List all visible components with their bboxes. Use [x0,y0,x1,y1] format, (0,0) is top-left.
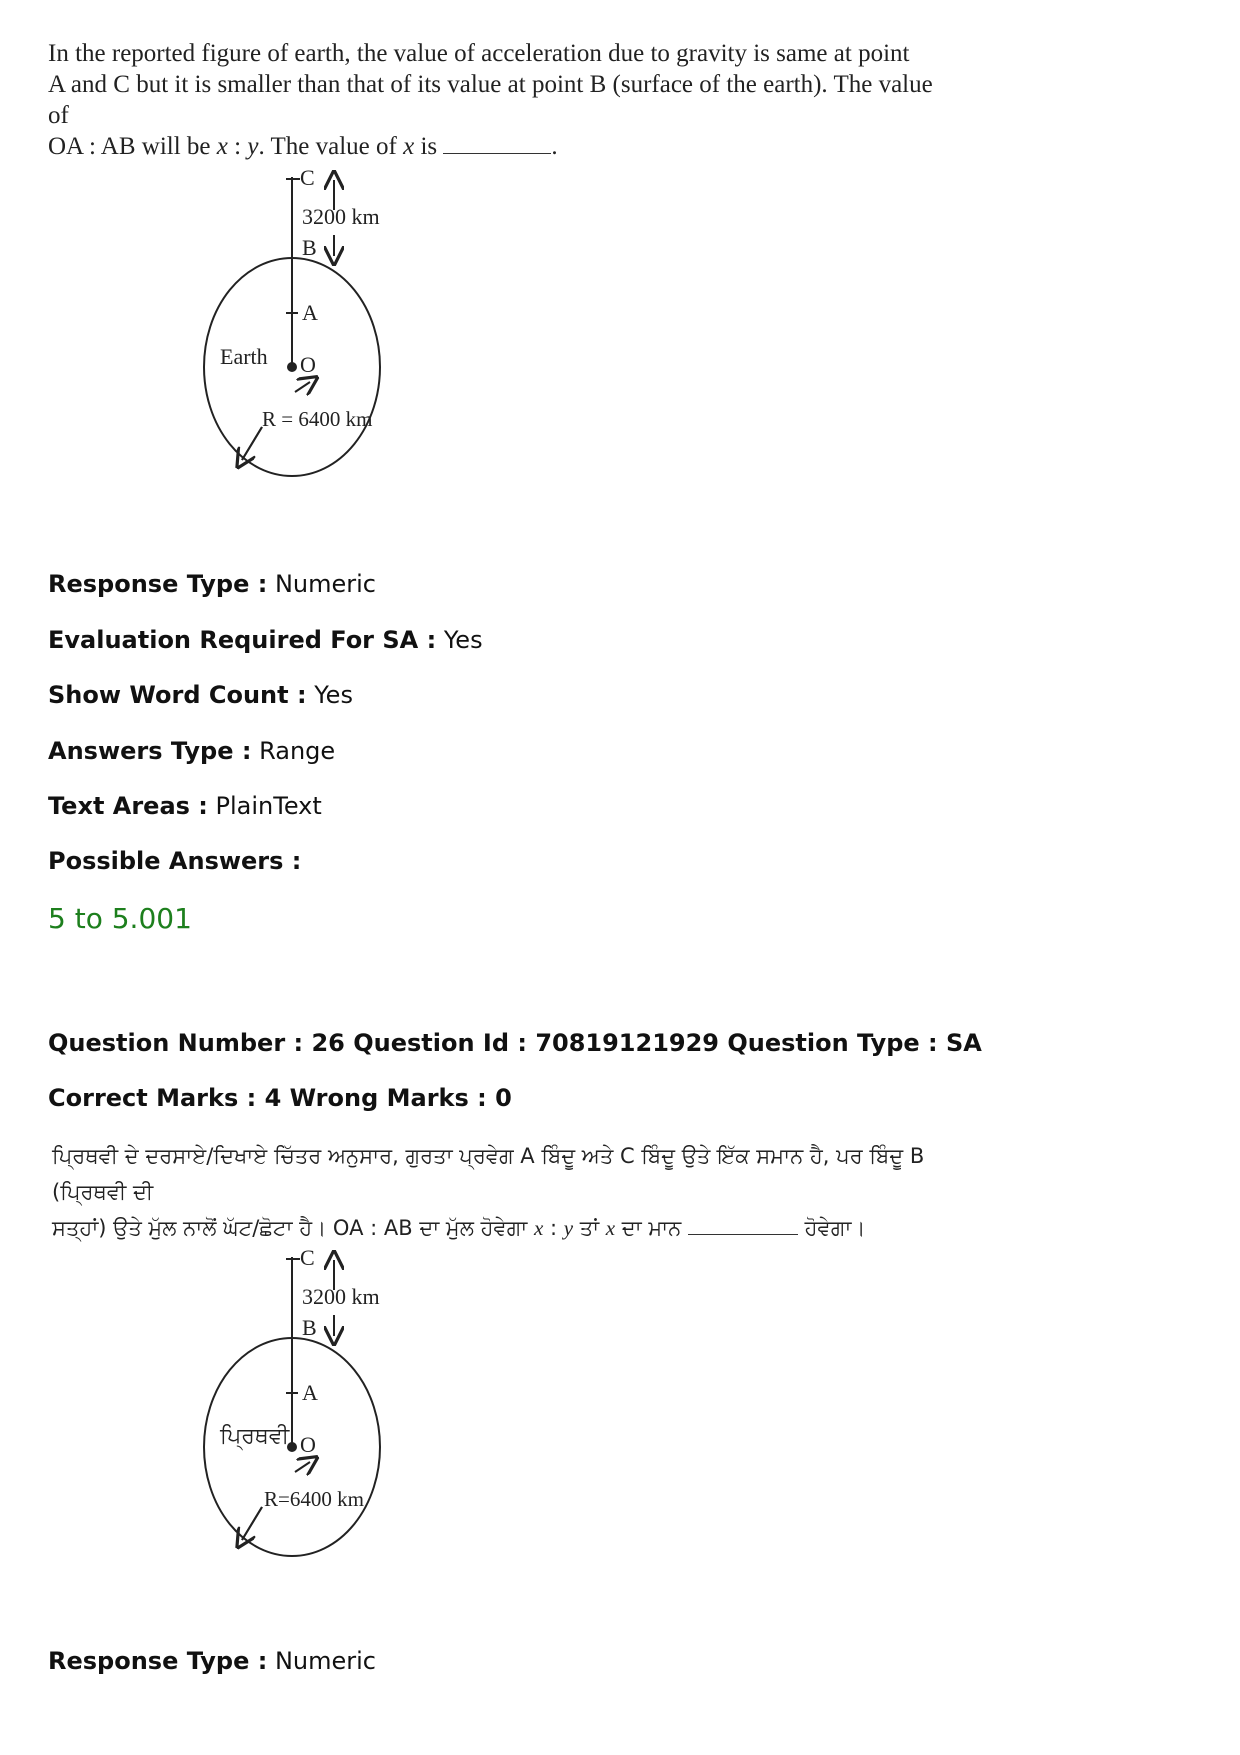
field-label: Possible Answers : [48,847,302,875]
question-line-3 [48,131,948,162]
answer-blank [688,1214,798,1235]
label-a: A [302,1380,318,1405]
question-line-1: ਪ੍ਰਿਥਵੀ ਦੇ ਦਰਸਾਏ/ਦਿਖਾਏ ਚਿੱਤਰ ਅਨੁਸਾਰ, ਗੁਰਤਾ ਪ੍ਰਵੇਗ A ਬਿੰਦੂ ਅਤੇ C ਬਿੰਦੂ ਉਤੇ ਇੱਕ ਸਮਾਨ ਹੈ, ਪਰ ਬਿੰਦੂ B (ਪ੍ਰਿਥਵੀ ਦੀ [52,1144,925,1204]
question-line-2: A and C but it is smaller than that of its value at point B (surface of the earth). The value of [48,71,933,129]
radius-label: R=6400 km [264,1487,364,1511]
text-segment: . [551,133,558,160]
var-y: y [247,133,259,160]
field-value: Range [259,737,336,765]
question-line-2 [52,1210,952,1246]
center-arrow [295,1462,310,1472]
field-label: Answers Type : [48,737,252,765]
earth-label: ਪ੍ਰਿਥਵੀ [220,1424,290,1449]
distance-label: 3200 km [302,204,380,229]
field-label: Text Areas : [48,792,208,820]
question-line-1: In the reported figure of earth, the value of acceleration due to gravity is same at point [48,40,910,67]
text-segment: . The value of [258,133,404,160]
text-segment: ਦਾ ਮਾਨ [615,1216,688,1240]
question-text [48,38,948,162]
text-segment: : [543,1216,564,1240]
label-c: C [300,165,315,190]
var-x: x [533,1216,544,1240]
text-segment: is [414,133,444,160]
answer-blank [443,133,551,154]
word-count-row [48,680,353,710]
field-value: Numeric [274,570,376,598]
label-o: O [300,352,316,377]
answers-type-row [48,736,335,766]
label-c: C [300,1245,315,1270]
field-value: Yes [443,626,483,654]
var-x: x [216,133,228,160]
field-label: Show Word Count : [48,681,307,709]
field-value: PlainText [215,792,322,820]
var-y: y [563,1216,574,1240]
text-segment: ਸਤ੍ਹਾਂ) ਉਤੇ ਮੁੱਲ ਨਾਲੋਂ ਘੱਟ/ਛੋਟਾ ਹੈ। OA : AB ਦਾ ਮੁੱਲ ਹੋਵੇਗਾ [52,1216,534,1240]
response-type-row [48,1646,376,1676]
question-text-punjabi [52,1138,952,1246]
text-segment: ਹੋਵੇਗਾ। [797,1216,866,1240]
field-label: Response Type : [48,570,268,598]
label-a: A [302,300,318,325]
field-value: Yes [314,681,353,709]
earth-label: Earth [220,344,268,369]
response-type-row [48,569,376,599]
field-label: Evaluation Required For SA : [48,626,437,654]
center-arrow [295,382,310,392]
center-dot [287,362,297,372]
question-marks: Correct Marks : 4 Wrong Marks : 0 [48,1084,512,1112]
radius-label: R = 6400 km [262,407,373,431]
earth-figure-punjabi [200,1240,440,1620]
var-x: x [403,133,415,160]
label-b: B [302,1315,317,1340]
field-label: Response Type : [48,1647,268,1675]
field-value: Numeric [274,1647,376,1675]
evaluation-row [48,625,483,655]
distance-label: 3200 km [302,1284,380,1309]
text-segment: : [227,133,248,160]
radius-line [242,427,262,460]
question-header: Question Number : 26 Question Id : 70819121929 Question Type : SA [48,1029,982,1057]
possible-answers-row [48,846,301,876]
text-segment: OA : AB will be [48,133,217,160]
radius-line [242,1507,262,1540]
text-areas-row [48,791,322,821]
possible-answer-value: 5 to 5.001 [48,902,192,935]
earth-figure [200,160,440,540]
label-b: B [302,235,317,260]
label-o: O [300,1432,316,1457]
text-segment: ਤਾਂ [573,1216,606,1240]
var-x: x [605,1216,616,1240]
